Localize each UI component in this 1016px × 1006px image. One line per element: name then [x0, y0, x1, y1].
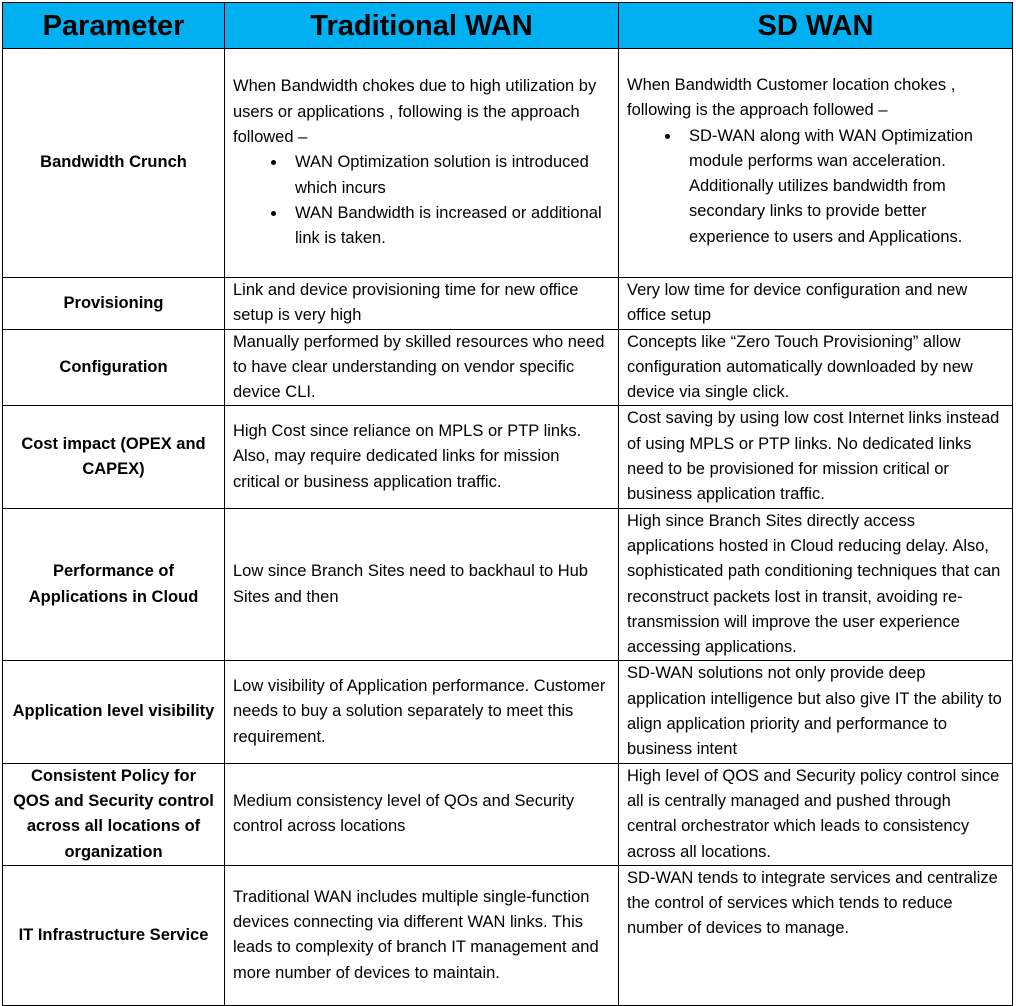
table-row: [3, 661, 1013, 763]
table-row: [3, 49, 1013, 278]
traditional-cell: High Cost since reliance on MPLS or PTP links. Also, may require dedicated links for mission critical or business application traffic.: [225, 406, 619, 508]
sdwan-cell: SD-WAN solutions not only provide deep application intelligence but also give IT the ability to align application priority and performance to business intent: [619, 661, 1013, 763]
sdwan-cell: [619, 865, 1013, 1005]
comparison-table: [2, 2, 1013, 1006]
table-row: [3, 763, 1013, 865]
traditional-cell: Link and device provisioning time for new office setup is very high: [225, 278, 619, 330]
cell-text: When Bandwidth Customer location chokes , following is the approach followed –: [627, 76, 956, 120]
parameter-cell: Consistent Policy for QOS and Security control across all locations of organization: [3, 763, 225, 865]
cell-text: When Bandwidth chokes due to high utilization by users or applications , following is the approach followed –: [233, 77, 597, 147]
header-row: [3, 3, 1013, 49]
header-traditional-wan: Traditional WAN: [225, 3, 619, 49]
traditional-cell: [225, 49, 619, 278]
parameter-cell: Cost impact (OPEX and CAPEX): [3, 406, 225, 508]
table-row: [3, 329, 1013, 406]
cell-text: SD-WAN tends to integrate services and centralize the control of services which tends to reduce number of devices to manage.: [627, 868, 998, 938]
sdwan-cell: Concepts like “Zero Touch Provisioning” allow configuration automatically downloaded by new device via single click.: [619, 329, 1013, 406]
parameter-cell: Application level visibility: [3, 661, 225, 763]
sdwan-cell: Cost saving by using low cost Internet links instead of using MPLS or PTP links. No dedicated links need to be provisioned for mission critical or business application traffic.: [619, 406, 1013, 508]
sdwan-cell: High since Branch Sites directly access applications hosted in Cloud reducing delay. Also, sophisticated path conditioning techniques that can reconstruct packets lost in transit, avoiding re-transmission will improve the user experience accessing applications.: [619, 508, 1013, 661]
parameter-cell: Bandwidth Crunch: [3, 49, 225, 278]
sdwan-cell: [619, 49, 1013, 278]
traditional-cell: Manually performed by skilled resources who need to have clear understanding on vendor specific device CLI.: [225, 329, 619, 406]
table-row: [3, 406, 1013, 508]
table-row: [3, 865, 1013, 1005]
table-row: [3, 508, 1013, 661]
traditional-cell: Low visibility of Application performance. Customer needs to buy a solution separately to meet this requirement.: [225, 661, 619, 763]
header-parameter: Parameter: [3, 3, 225, 49]
bullet-list: [627, 124, 1004, 250]
sdwan-cell: Very low time for device configuration and new office setup: [619, 278, 1013, 330]
list-item: • SD-WAN along with WAN Optimization module performs wan acceleration. Additionally utilizes bandwidth from secondary links to provide better experience to users and Applications.: [681, 124, 1004, 250]
table-row: [3, 278, 1013, 330]
parameter-cell: Configuration: [3, 329, 225, 406]
parameter-cell: Provisioning: [3, 278, 225, 330]
list-item: • WAN Optimization solution is introduced which incurs: [287, 150, 610, 201]
sdwan-cell: High level of QOS and Security policy control since all is centrally managed and pushed through central orchestrator which leads to consistency across all locations.: [619, 763, 1013, 865]
header-sd-wan: SD WAN: [619, 3, 1013, 49]
traditional-cell: Traditional WAN includes multiple single-function devices connecting via different WAN links. This leads to complexity of branch IT management and more number of devices to maintain.: [225, 865, 619, 1005]
traditional-cell: Medium consistency level of QOs and Security control across locations: [225, 763, 619, 865]
traditional-cell: Low since Branch Sites need to backhaul to Hub Sites and then: [225, 508, 619, 661]
list-item: • WAN Bandwidth is increased or additional link is taken.: [287, 201, 610, 252]
parameter-cell: Performance of Applications in Cloud: [3, 508, 225, 661]
parameter-cell: IT Infrastructure Service: [3, 865, 225, 1005]
bullet-list: [233, 150, 610, 251]
